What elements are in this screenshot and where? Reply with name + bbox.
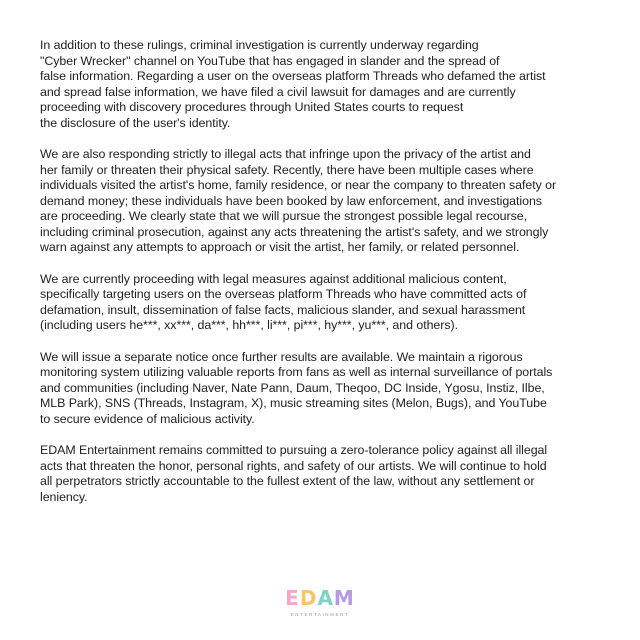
edam-logo xyxy=(0,588,640,618)
logo-letter-d: D xyxy=(299,586,318,610)
paragraph-monitoring: We will issue a separate notice once further results are available. We maintain a rigorous monitoring system utilizing valuable reports from fans as well as internal surveillance of portals and communities (including Naver, Nate Pann, Daum, Theqoo, DC Inside, Ygosu, Instiz, Ilbe, MLB Park), SNS (Threads, Instagram, X), music streaming sites (Melon, Bugs), and YouTube to secure evidence of malicious activity. xyxy=(40,349,553,426)
paragraph-zero-tolerance: EDAM Entertainment remains committed to pursuing a zero-tolerance policy against all illegal acts that threaten the honor, personal rights, and safety of our artists. We will continue to hold all perpetrators strictly accountable to the fullest extent of the law, without any settlement or leniency. xyxy=(40,443,548,504)
logo-subtitle: ENTERTAINMENT xyxy=(290,612,350,617)
paragraph-legal-measures: We are currently proceeding with legal measures against additional malicious content, specifically targeting users on the overseas platform Threads who have committed acts of defamation, insult, dissemination of false facts, malicious slander, and sexual harassment (including users he***, xx***, da***, hh***, li***, pi***, hy***, yu***, and others). xyxy=(40,271,527,332)
logo-wordmark xyxy=(285,588,355,608)
logo-letter-a: A xyxy=(317,586,334,610)
logo-letter-e: E xyxy=(285,586,300,610)
paragraph-privacy-safety: We are also responding strictly to illegal acts that infringe upon the privacy of the artist and her family or threaten their physical safety. Recently, there have been multiple cases where individuals visited the artist's home, family residence, or near the company to threaten safety or demand money; these individuals have been booked by law enforcement, and investigations are proceeding. We clearly state that we will pursue the strongest possible legal recourse, including criminal prosecution, against any acts threatening the artist's safety, and we strongly warn against any attempts to approach or visit the artist, her family, or related personnel. xyxy=(40,147,557,254)
logo-letter-m: M xyxy=(333,586,355,610)
statement-body xyxy=(40,38,612,521)
paragraph-investigation: In addition to these rulings, criminal investigation is currently underway regarding "Cyber Wrecker" channel on YouTube that has engaged in slander and the spread of false information. Regarding a user on the overseas platform Threads who defamed the artist and spread false information, we have filed a civil lawsuit for damages and are currently proceeding with discovery procedures through United States courts to request the disclosure of the user's identity. xyxy=(40,38,546,130)
